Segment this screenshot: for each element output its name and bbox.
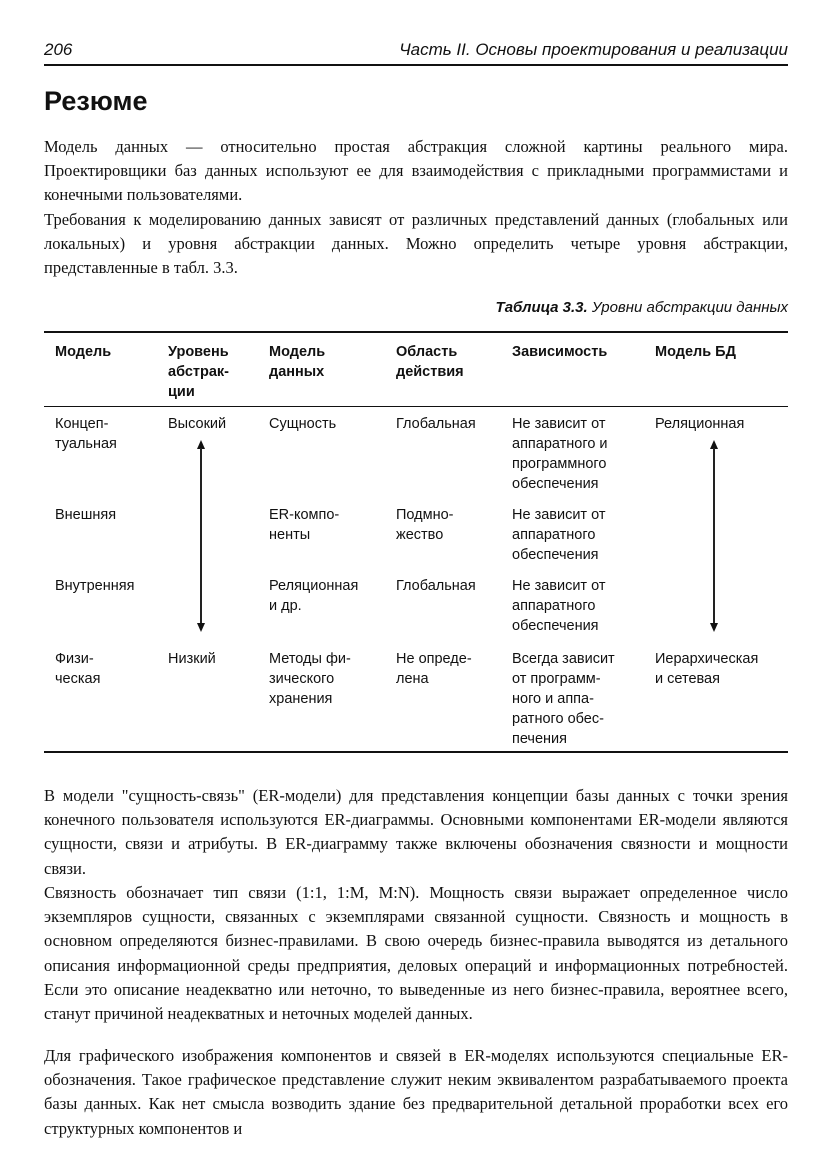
table-caption xyxy=(496,299,788,316)
running-title: Часть II. Основы проектирования и реализации xyxy=(399,40,788,59)
column-header-dependence: Зависимость xyxy=(512,344,608,360)
running-header xyxy=(44,38,788,66)
paragraph: Требования к моделированию данных зависят от различных представлений данных (глобальных или локальных) и уровня абстракции данных. Можно определить четыре уровня абстракции, представленные в табл. 3.3. xyxy=(44,210,788,278)
table-cell: Реляционная xyxy=(655,416,745,432)
table-cell: Методы фи- зического хранения xyxy=(269,651,351,707)
table-cell: ER-компо- ненты xyxy=(269,507,340,543)
double-arrow-icon xyxy=(710,440,718,632)
table-caption-label: Таблица 3.3. xyxy=(495,299,588,316)
table-cell: Не опреде- лена xyxy=(396,651,472,687)
table-bottom-rule xyxy=(44,751,788,753)
table-header-rule xyxy=(44,406,788,407)
paragraph: В модели "сущность-связь" (ER-модели) для представления концепции базы данных с точки зрения конечного пользователя используются ER-диаграммы. Основными компонентами ER-модели являются сущности, связи и атрибуты. В ER-диаграмму также включены обозначения связности и мощности связи. xyxy=(44,786,788,878)
table-cell: Всегда зависит от программ- ного и аппа- ратного обес- печения xyxy=(512,651,615,747)
table-cell: Внешняя xyxy=(55,507,117,523)
table-cell: Не зависит от аппаратного и программного обеспечения xyxy=(512,416,608,492)
column-header-data-model: Модель данных xyxy=(269,344,326,380)
column-header-level: Уровень абстрак- ции xyxy=(168,344,230,400)
paragraph: Для графического изображения компонентов и связей в ER-моделях используются специальные ER-обозначения. Такое графическое представление служит неким эквивалентом разрабатываемого проекта базы данных. Как нет смысла возводить здание без предварительной детальной проработки всех его структурных компонентов и xyxy=(44,1046,788,1138)
column-header-model: Модель xyxy=(55,344,112,360)
page-number: 206 xyxy=(44,40,73,59)
table-cell: Внутренняя xyxy=(55,578,135,594)
table-cell: Низкий xyxy=(168,651,216,667)
table-cell: Глобальная xyxy=(396,578,476,594)
table-cell: Реляционная и др. xyxy=(269,578,359,614)
table-cell: Не зависит от аппаратного обеспечения xyxy=(512,507,606,563)
table-cell: Не зависит от аппаратного обеспечения xyxy=(512,578,606,634)
table-cell: Глобальная xyxy=(396,416,476,432)
table-cell: Подмно- жество xyxy=(396,507,454,543)
table-cell: Физи- ческая xyxy=(55,651,101,687)
column-header-scope: Область действия xyxy=(396,344,464,380)
table-caption-text: Уровни абстракции данных xyxy=(591,299,788,316)
paragraph: Модель данных — относительно простая абстракция сложной картины реального мира. Проектировщики баз данных используют ее для взаимодействия с прикладными программистами и конечными пользователями. xyxy=(44,137,788,205)
paragraph: Связность обозначает тип связи (1:1, 1:M, M:N). Мощность связи выражает определенное число экземпляров сущности, связанных с экземплярами связанной сущности. Связность и мощность в основном определяются бизнес-правилами. В свою очередь бизнес-правила выводятся из детального описания информационной среды предприятия, деловых операций и информационных потребностей. Если это описание неадекватно или неточно, то выведенные из него бизнес-правила, вероятнее всего, станут причиной неадекватных и неточных моделей данных. xyxy=(44,883,788,1024)
table-cell: Иерархическая и сетевая xyxy=(655,651,759,687)
section-title: Резюме xyxy=(44,86,148,116)
table-top-rule xyxy=(44,331,788,333)
table-cell: Высокий xyxy=(168,416,227,432)
table-cell: Сущность xyxy=(269,416,337,432)
table-cell: Концеп- туальная xyxy=(55,416,117,452)
double-arrow-icon xyxy=(197,440,205,632)
column-header-db-model: Модель БД xyxy=(655,344,736,360)
